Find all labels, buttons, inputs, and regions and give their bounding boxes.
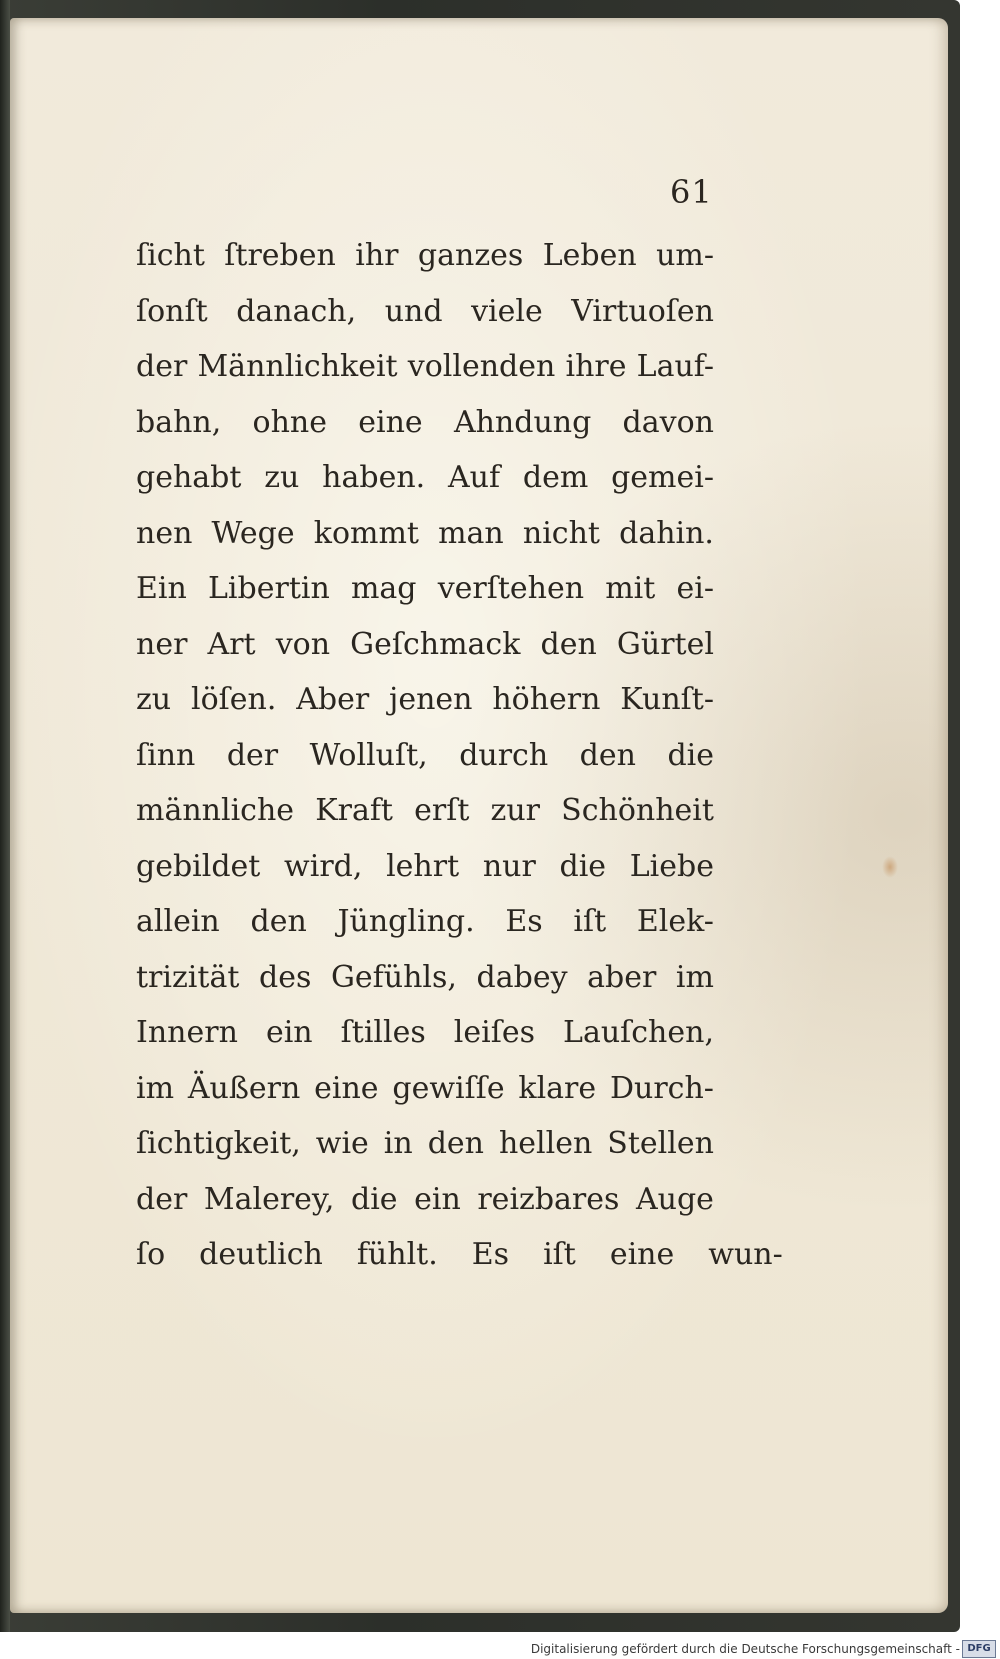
word: Art <box>207 626 256 662</box>
word: den <box>250 904 307 939</box>
word: haben. <box>322 460 426 495</box>
word: fühlt. <box>356 1237 438 1272</box>
word: Gefühls, <box>330 959 457 995</box>
text-line <box>136 349 714 405</box>
page-number: 61 <box>670 173 713 211</box>
word: dem <box>522 460 589 495</box>
word: Ein <box>136 571 187 606</box>
word: den <box>427 1126 484 1161</box>
text-line <box>136 682 714 738</box>
text-line <box>136 793 714 849</box>
word: deutlich <box>199 1237 323 1272</box>
word: ohne <box>252 404 327 440</box>
paper-stain <box>882 856 898 878</box>
text-line <box>136 1071 714 1127</box>
text-line <box>136 1182 714 1238</box>
word: bahn, <box>136 404 222 440</box>
word: den <box>540 626 597 662</box>
word: den <box>579 737 636 773</box>
word: im <box>675 959 714 995</box>
word: aber <box>587 959 657 995</box>
word: gehabt <box>136 460 242 495</box>
word: leiſes <box>453 1015 535 1050</box>
word: Wolluſt, <box>309 737 428 773</box>
word: Schönheit <box>561 793 714 828</box>
word: zu <box>136 682 172 717</box>
word: der <box>136 1181 188 1217</box>
word: eine <box>314 1070 379 1106</box>
word: klare <box>518 1070 597 1106</box>
word: Elek- <box>636 904 714 939</box>
word: gebildet <box>136 848 261 884</box>
word: Liebe <box>629 848 714 884</box>
word: Aber <box>296 682 370 717</box>
word: nur <box>482 848 536 884</box>
text-line <box>136 516 714 572</box>
word: in <box>383 1126 413 1161</box>
word: eine <box>609 1237 675 1272</box>
word: im <box>136 1070 175 1106</box>
word: und <box>384 293 443 329</box>
word: ſtreben <box>224 238 336 273</box>
text-line <box>136 1126 714 1182</box>
word: iſt <box>573 904 607 939</box>
word: Virtuoſen <box>571 293 714 329</box>
word: ihr <box>355 238 399 273</box>
word: von <box>275 626 331 662</box>
word: hellen <box>498 1126 593 1161</box>
word: ſicht <box>136 238 205 273</box>
word: Wege <box>211 515 295 551</box>
word: kommt <box>313 515 419 551</box>
word: die <box>667 737 714 773</box>
word: die <box>350 1181 398 1217</box>
word: Malerey, <box>203 1181 335 1217</box>
word: löſen. <box>190 682 277 717</box>
body-text <box>136 238 783 1293</box>
word: wun- <box>708 1237 783 1272</box>
word: Leben <box>542 238 637 273</box>
word: mit <box>605 571 656 606</box>
word: Kraft <box>315 793 393 828</box>
word: viele <box>471 293 543 329</box>
word: Stellen <box>607 1126 714 1161</box>
word: um- <box>656 238 714 273</box>
word: männliche <box>136 793 295 828</box>
word: ei- <box>676 571 714 606</box>
word: Durch- <box>609 1070 714 1106</box>
word: Es <box>471 1237 510 1272</box>
word: höhern <box>492 682 601 717</box>
text-line <box>136 904 714 960</box>
text-line <box>136 571 714 627</box>
word: Äußern <box>187 1070 301 1106</box>
word: lehrt <box>386 848 460 884</box>
text-line <box>136 460 714 516</box>
word: danach, <box>236 293 357 329</box>
word: der <box>136 349 188 384</box>
text-line <box>136 294 714 350</box>
word: wird, <box>284 848 363 884</box>
word: Es <box>505 904 543 939</box>
text-line <box>136 738 714 794</box>
dfg-logo: DFG <box>962 1640 996 1658</box>
word: allein <box>136 904 220 939</box>
word: reizbares <box>477 1181 620 1217</box>
word: dabey <box>476 959 568 995</box>
word: ganzes <box>417 238 524 273</box>
word: Gürtel <box>616 626 714 662</box>
word: iſt <box>543 1237 576 1272</box>
word: mag <box>350 571 417 606</box>
word: nicht <box>522 515 600 551</box>
word: ner <box>136 626 188 662</box>
text-line <box>136 405 714 461</box>
word: trizität <box>136 959 240 995</box>
word: durch <box>459 737 549 773</box>
word: zur <box>490 793 541 828</box>
word: wie <box>315 1126 369 1161</box>
book-spine-edge <box>0 0 10 1632</box>
word: ſo <box>136 1237 166 1272</box>
word: Jüngling. <box>337 904 475 939</box>
word: die <box>559 848 607 884</box>
word: davon <box>622 404 714 440</box>
word: Lauſchen, <box>563 1015 714 1050</box>
text-line <box>136 849 714 905</box>
text-line <box>136 238 714 294</box>
text-line <box>136 1237 783 1293</box>
word: erſt <box>414 793 470 828</box>
word: Libertin <box>208 571 330 606</box>
word: gemei- <box>611 460 714 495</box>
word: Auge <box>635 1181 714 1217</box>
word: Lauf- <box>636 349 714 384</box>
word: ſinn <box>136 737 196 773</box>
text-line <box>136 1015 714 1071</box>
word: verſtehen <box>437 571 585 606</box>
word: Kunſt- <box>620 682 714 717</box>
word: ihre <box>565 349 627 384</box>
word: nen <box>136 515 193 551</box>
word: ein <box>414 1181 461 1217</box>
word: Männlichkeit <box>197 349 398 384</box>
word: man <box>438 515 504 551</box>
word: dahin. <box>619 515 714 551</box>
word: eine <box>358 404 423 440</box>
word: gewiſſe <box>392 1070 505 1106</box>
digitization-credit: Digitalisierung gefördert durch die Deutsche Forschungsgemeinschaft - <box>530 1642 960 1656</box>
text-line <box>136 627 714 683</box>
word: Ahndung <box>453 404 592 440</box>
word: vollenden <box>407 349 556 384</box>
text-line <box>136 960 714 1016</box>
word: jenen <box>389 682 473 717</box>
word: ein <box>265 1015 313 1050</box>
word: Innern <box>136 1015 238 1050</box>
word: der <box>226 737 279 773</box>
word: Geſchmack <box>350 626 521 662</box>
word: des <box>258 959 312 995</box>
word: ſtilles <box>340 1015 426 1050</box>
word: ſichtigkeit, <box>136 1126 301 1161</box>
word: Auf <box>448 460 501 495</box>
word: zu <box>264 460 300 495</box>
word: ſonſt <box>136 293 208 329</box>
